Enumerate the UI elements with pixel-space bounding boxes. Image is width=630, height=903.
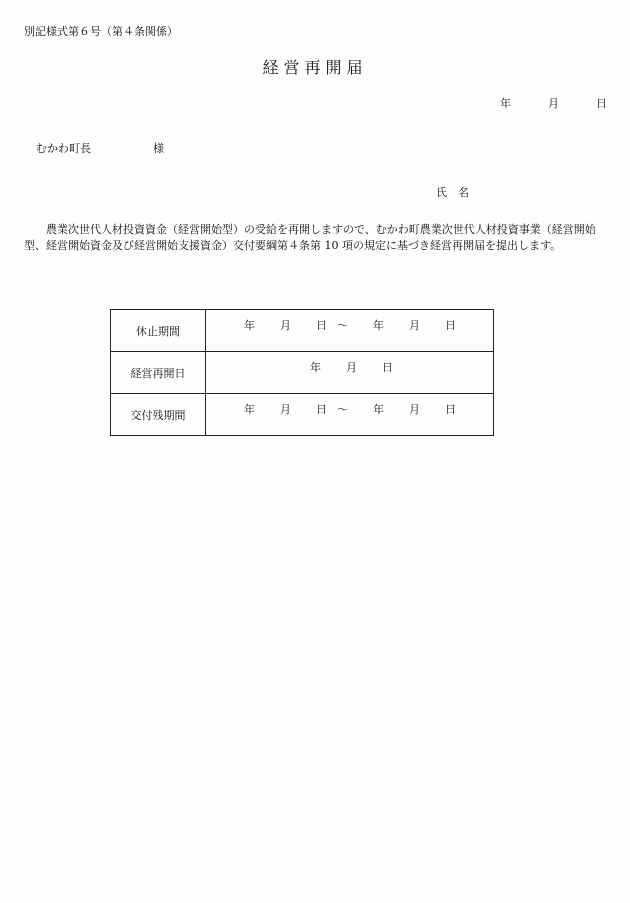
applicant-name-label: 氏 名	[436, 186, 469, 199]
body-text: 農業次世代人材投資資金（経営開始型）の受給を再開しますので、むかわ町農業次世代人材投資事業（経営開始型、経営開始資金及び経営開始支援資金）交付要綱第４条第 10 項の規定に基づき経営再開届を提出します。	[24, 223, 596, 252]
year: 年	[310, 361, 321, 374]
month-1: 月	[280, 403, 291, 416]
tilde: 〜	[337, 403, 348, 416]
form-number: 別記様式第６号（第４条関係）	[24, 25, 178, 38]
day-2: 日	[445, 403, 456, 416]
month-2: 月	[409, 319, 420, 332]
date-month: 月	[548, 97, 559, 110]
day-2: 日	[445, 319, 456, 332]
month-1: 月	[280, 319, 291, 332]
tilde: 〜	[337, 319, 348, 332]
addressee-honorific: 様	[153, 142, 164, 155]
document-title: 経営再開届	[262, 58, 368, 77]
month-2: 月	[409, 403, 420, 416]
table-row	[111, 352, 494, 394]
suspension-period-value	[206, 310, 494, 352]
day-1: 日	[316, 319, 327, 332]
year-2: 年	[373, 319, 384, 332]
resume-date-value	[206, 352, 494, 394]
period-table	[110, 309, 494, 436]
resume-date-label: 経営再開日	[111, 352, 206, 394]
suspension-period-label: 休止期間	[111, 310, 206, 352]
month: 月	[346, 361, 357, 374]
year-1: 年	[244, 403, 255, 416]
date-day: 日	[596, 97, 607, 110]
table-row	[111, 394, 494, 436]
day-1: 日	[316, 403, 327, 416]
year-2: 年	[373, 403, 384, 416]
day: 日	[382, 361, 393, 374]
year-1: 年	[244, 319, 255, 332]
table-row	[111, 310, 494, 352]
addressee-town: むかわ町長	[36, 142, 91, 155]
remaining-period-value	[206, 394, 494, 436]
date-year: 年	[500, 97, 511, 110]
remaining-period-label: 交付残期間	[111, 394, 206, 436]
